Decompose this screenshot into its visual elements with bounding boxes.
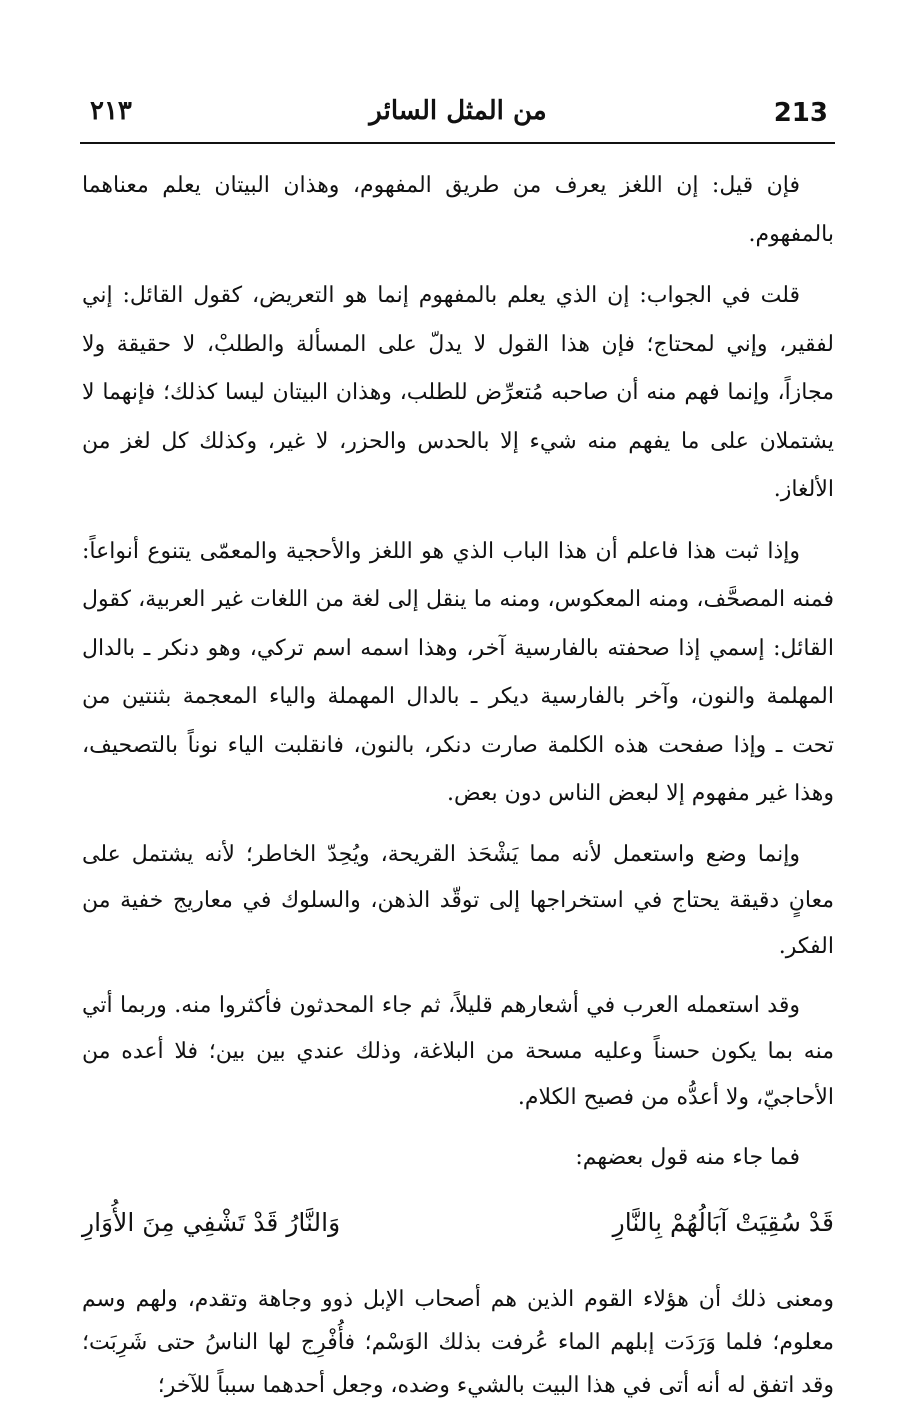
page-number-arabic: ٢١٣ [90, 96, 132, 126]
paragraph-1-text: فإن قيل: إن اللغز يعرف من طريق المفهوم، وهذان البيتان يعلم معناهما بالمفهوم. [82, 173, 834, 247]
running-title: من المثل السائر [369, 96, 547, 126]
verse-second-hemistich: وَالنَّارُ قَدْ تَشْفِي مِنَ الأُوَارِ [82, 1207, 341, 1237]
paragraph-4-text: وإنما وضع واستعمل لأنه مما يَشْحَذ القريحة، ويُحِدّ الخاطر؛ لأنه يشتمل على معانٍ دقيقة يحتاج في استخراجها إلى توقّد الذهن، والسلوك في معاريج خفية من الفكر. [82, 841, 834, 959]
closing-paragraph [82, 1278, 834, 1407]
header-rule [80, 142, 835, 144]
verse-intro: فما جاء منه قول بعضهم: [575, 1144, 800, 1170]
paragraph-3 [82, 528, 834, 819]
paragraph-5-text: وقد استعمله العرب في أشعارهم قليلاً، ثم جاء المحدثون فأكثروا منه. وربما أتي منه بما يكون حسناً وعليه مسحة من البلاغة، وذلك عندي بين بين؛ فلا أعده من الأحاجيّ، ولا أعدُّه من فصيح الكلام. [82, 992, 834, 1110]
body-text [82, 162, 834, 1420]
verse-first-hemistich: قَدْ سُقِيَتْ آبَالُهُمْ بِالنَّارِ [612, 1207, 834, 1237]
paragraph-4 [82, 832, 834, 970]
paragraph-5 [82, 983, 834, 1121]
page-number-latin: 213 [773, 98, 828, 128]
poetry-verse [82, 1198, 834, 1248]
paragraph-2-text: قلت في الجواب: إن الذي يعلم بالمفهوم إنما هو التعريض، كقول القائل: إني لفقير، وإني لمحتاج؛ فإن هذا القول لا يدلّ على المسألة والطلبْ، لا حقيقة ولا مجازاً، وإنما فهم منه أن صاحبه مُتعرِّض للطلب، وهذان البيتان ليسا كذلك؛ فإنهما لا يشتملان على ما يفهم منه شيء إلا بالحدس والحزر، لا غير، وكذلك كل لغز من الألغاز. [82, 283, 834, 502]
paragraph-1 [82, 162, 834, 259]
page-header [82, 92, 834, 136]
paragraph-3-text: وإذا ثبت هذا فاعلم أن هذا الباب الذي هو اللغز والأحجية والمعمّى يتنوع أنواعاً: فمنه المصحَّف، ومنه المعكوس، ومنه ما ينقل إلى لغة من اللغات غير العربية، كقول القائل: إسمي إذا صحفته بالفارسية آخر، وهذا اسمه اسم تركي، وهو دنكر ـ بالدال المهلمة والنون، وآخر بالفارسية ديكر ـ بالدال المهملة والياء المعجمة بثنتين من تحت ـ وإذا صفحت هذه الكلمة صارت دنكر، بالنون، فانقلبت الياء نوناً بالتصحيف، وهذا غير مفهوم إلا لبعض الناس دون بعض. [82, 538, 834, 806]
closing-paragraph-text: ومعنى ذلك أن هؤلاء القوم الذين هم أصحاب الإبل ذوو وجاهة وتقدم، ولهم وسم معلوم؛ فلما وَرَدَت إبلهم الماء عُرفت بذلك الوَسْم؛ فأُفْرِج لها الناسُ حتى شَرِبَت؛ وقد اتفق له أنه أتى في هذا البيت بالشيء وضده، وجعل أحدهما سبباً للآخر؛ [82, 1286, 834, 1398]
paragraph-2 [82, 272, 834, 515]
